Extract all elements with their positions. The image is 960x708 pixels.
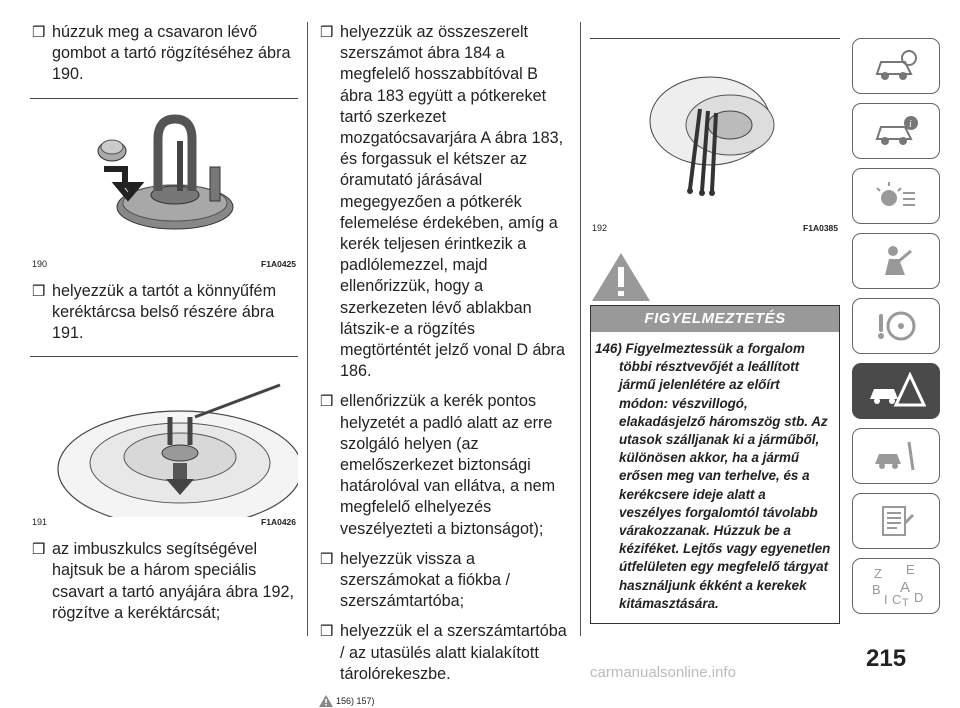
- tab-emergency[interactable]: [852, 363, 940, 419]
- checkbox-icon: ❒: [32, 541, 46, 559]
- page-number: 215: [866, 645, 907, 672]
- watermark: carmanualsonline.info: [590, 664, 736, 681]
- list-item: ❒ helyezzük az összeszerelt szerszámot ábra 184 a megfelelő hosszabbítóval B ábra 183 együtt a pótkereket tartó szerkezet mozgatócsavarjára A ábra 183, és forgassuk el kétszer az óramutató járásával megegyezően a pótkerék felemelése érdekében, amíg a kerék teljesen érintkezik a padlólemezzel, majd ellenőrizzük, hogy a szerkezeten lévő ablakban látszik-e a rögzítés megtörténtét jelző vonal D ábra 186.: [320, 23, 565, 381]
- warning-title: FIGYELMEZTETÉS: [591, 306, 839, 332]
- specifications-icon: [871, 503, 921, 539]
- index-letter: C: [892, 592, 902, 607]
- tab-driving[interactable]: [852, 298, 940, 354]
- steering-wheel-icon: [871, 308, 921, 344]
- warning-box: [590, 305, 840, 624]
- column-1: [30, 22, 298, 633]
- tab-car-info[interactable]: [852, 103, 940, 159]
- warning-reference: [318, 694, 570, 708]
- wheel-with-bracket-illustration: [30, 357, 298, 517]
- car-search-icon: [871, 48, 921, 84]
- index-letter: D: [914, 590, 924, 605]
- car-info-icon: [871, 113, 921, 149]
- column-3: [590, 22, 840, 624]
- warning-lights-icon: [871, 178, 921, 214]
- chapter-tabs: [852, 38, 944, 623]
- spare-wheel-bracket-illustration: [30, 99, 298, 259]
- emergency-icon: [866, 371, 926, 411]
- index-icon: [866, 564, 926, 608]
- spare-wheel-screws-illustration: [590, 39, 840, 219]
- checkbox-icon: ❒: [320, 623, 334, 641]
- figure-190: [30, 98, 298, 271]
- list-item: ❒ helyezzük a tartót a könnyűfém keréktárcsa belső részére ábra 191.: [32, 281, 277, 343]
- list-item: ❒ ellenőrizzük a kerék pontos helyzetét a padló alatt az erre szolgáló helyen (az emelőszerkezet biztonsági határolóval van ellátva, a nem megfelelő elhelyezés veszélyezteti a biztonságot);: [320, 392, 556, 538]
- tab-car-search[interactable]: [852, 38, 940, 94]
- figure-191: [30, 356, 298, 529]
- warning-symbol: [590, 251, 840, 301]
- column-divider: [307, 22, 308, 636]
- maintenance-icon: [871, 438, 921, 474]
- tab-warning-lights[interactable]: [852, 168, 940, 224]
- column-2: [318, 22, 570, 708]
- warning-triangle-icon: [318, 694, 334, 708]
- index-letter: I: [884, 592, 888, 607]
- index-letter: B: [872, 582, 881, 597]
- list-item: ❒ húzzuk meg a csavaron lévő gombot a tartó rögzítéséhez ábra 190.: [32, 23, 291, 84]
- figure-caption: 190 F1A0425: [32, 258, 296, 269]
- index-letter: T: [902, 597, 909, 608]
- tab-index[interactable]: [852, 558, 940, 614]
- checkbox-icon: ❒: [320, 550, 334, 568]
- index-letter: Z: [874, 566, 882, 581]
- list-item: ❒ az imbuszkulcs segítségével hajtsuk be a három speciális csavart a tartó anyájára ábra 192, rögzítve a keréktárcsát;: [32, 540, 295, 622]
- list-item: ❒ helyezzük vissza a szerszámokat a fiókba / szerszámtartóba;: [320, 549, 511, 611]
- tab-safety[interactable]: [852, 233, 940, 289]
- warning-triangle-icon: [590, 251, 652, 303]
- figure-caption: 191 F1A0426: [32, 517, 296, 528]
- checkbox-icon: ❒: [32, 282, 46, 300]
- index-letter: A: [900, 579, 911, 596]
- svg-text:i: i: [909, 119, 912, 130]
- figure-192: [590, 38, 840, 235]
- airbag-seat-icon: [871, 243, 921, 279]
- note-references: 156) 157): [336, 696, 375, 707]
- checkbox-icon: ❒: [320, 24, 334, 41]
- figure-caption: 192 F1A0385: [592, 223, 838, 233]
- list-item: ❒ helyezzük el a szerszámtartóba / az utasülés alatt kialakított tárolórekeszbe.: [320, 622, 567, 683]
- checkbox-icon: ❒: [32, 24, 46, 41]
- tab-maintenance[interactable]: [852, 428, 940, 484]
- column-divider: [580, 22, 581, 636]
- checkbox-icon: ❒: [320, 393, 334, 411]
- index-letter: E: [906, 564, 915, 577]
- warning-text: 146) Figyelmeztessük a forgalom többi résztvevőjét a leállított jármű jelenlétére az előírt módon: vészvillogó, elakadásjelző háromszög stb. Az utasok szálljanak ki a járműből, különösen akkor, ha a jármű erősen meg van terhelve, és a kerékcsere ideje alatt a veszélyes forgalomtól távolabb várakozzanak. Húzzuk be a kéziféket. Lejtős vagy egyenetlen útfelületen egy megfelelő tárgyat használjunk ékként a kerekek kitámasztására.: [595, 341, 831, 611]
- tab-specifications[interactable]: [852, 493, 940, 549]
